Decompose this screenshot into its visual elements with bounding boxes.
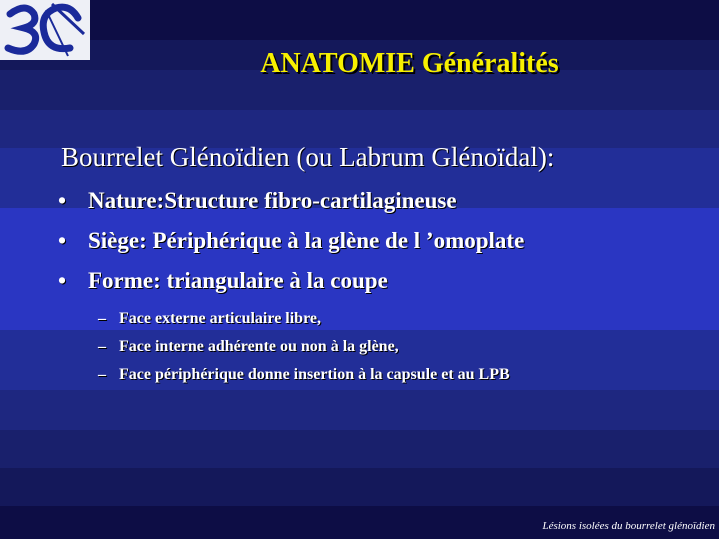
sub-bullet-item	[98, 338, 510, 366]
sub-bullet-marker: –	[98, 338, 106, 355]
sub-bullet-text: Face périphérique donne insertion à la capsule et au LPB	[119, 366, 510, 383]
bullet-item	[58, 268, 524, 308]
sub-bullet-item	[98, 310, 510, 338]
sub-bullet-marker: –	[98, 366, 106, 383]
bullet-text: Forme: triangulaire à la coupe	[88, 268, 388, 293]
sub-bullet-marker: –	[98, 310, 106, 327]
slide-title: ANATOMIE Généralités	[260, 48, 559, 79]
bullet-item	[58, 188, 524, 228]
bullet-text: Siège: Périphérique à la glène de l ’omoplate	[88, 228, 525, 253]
bullet-marker: •	[58, 188, 67, 213]
bullet-marker: •	[58, 268, 67, 293]
slide-footer: Lésions isolées du bourrelet glénoïdien	[542, 520, 715, 532]
section-heading: Bourrelet Glénoïdien (ou Labrum Glénoïdal):	[61, 142, 555, 172]
bullet-text: Nature:Structure fibro-cartilagineuse	[88, 188, 457, 213]
bullet-marker: •	[58, 228, 67, 253]
bullet-list	[58, 188, 524, 308]
sub-bullet-text: Face externe articulaire libre,	[119, 310, 321, 327]
bullet-item	[58, 228, 524, 268]
sub-bullet-list	[98, 310, 510, 394]
sub-bullet-text: Face interne adhérente ou non à la glène,	[119, 338, 399, 355]
sub-bullet-item	[98, 366, 510, 394]
